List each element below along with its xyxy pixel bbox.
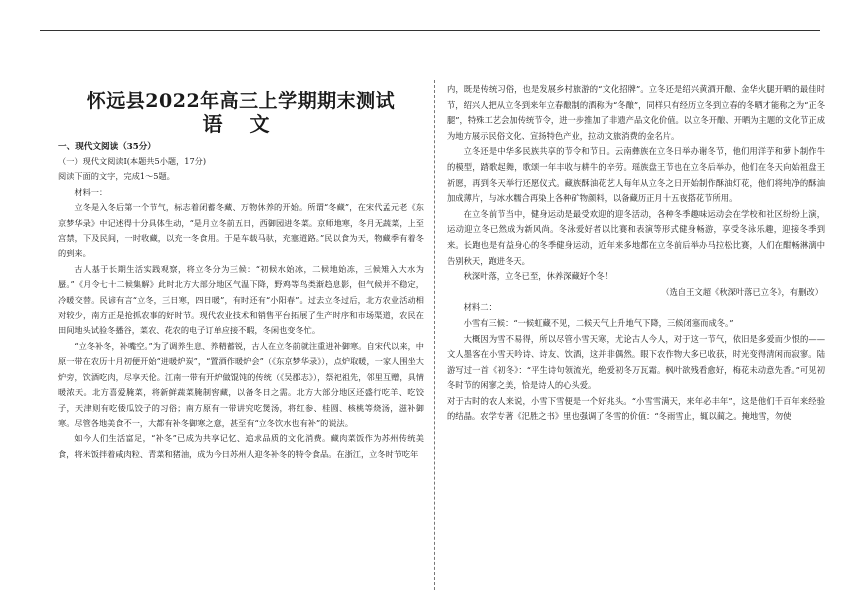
paragraph: 立冬是入冬后第一个节气，标志着闭蓄冬藏、万物休养的开始。所谓“冬藏”，在宋代孟元老《东京梦华录》中记述得十分具体生动，“是月立冬前五日，西御园进冬菜。京师地寒，冬月无蔬菜，上至宫禁，下及民间，一时收藏，以充一冬食用。于是车载马驮，充塞道路。”民以食为天，物藏季有着冬的到来。 (58, 202, 424, 259)
left-column (58, 82, 424, 462)
paragraph: 立冬还是中华多民族共享的节令和节日。云南彝族在立冬日举办谢冬节，他们用洋芋和萝卜制作牛的模型，踏歌起舞，歌颂一年丰收与耕牛的辛劳。瑶族盘王节也在立冬后举办，他们在冬天向始祖盘王祈愿，再到冬天举行还愿仪式。藏族酥油花艺人每年从立冬之日开始制作酥油灯花，他们将纯净的酥油加成薄片，与冰水糯合再染上各种矿物颜料，以备藏历正月十五夜搭花节所用。 (447, 146, 825, 204)
material-label: 材料二： (463, 302, 497, 313)
material-label: 材料一： (74, 186, 108, 197)
citation: （选自王文超《秋深叶落已立冬》，有删改） (661, 286, 823, 297)
paragraph: 大概因为雪不易得，所以尽管小雪天寒，尤论古人今人，对于这一节气，依旧是多爱而少恨的——文人墨客在小雪天吟诗、诗友、饮酒，这并非偶然。眼下农作物大多已收获，时光变得清闲而寂寥。陆游写过一首《初冬》：“平生诗句领流光，绝爱初冬万瓦霜。枫叶欲残看愈好，梅花未动意先香。”可见初冬时节的闲寥之美，恰是诗人的心头爱。 (447, 333, 825, 391)
paragraph: 内，既是传统习俗，也是发展乡村旅游的“文化招牌”。立冬还是绍兴黄酒开酿、金华火腿开晒的最佳时节，绍兴人把从立冬到来年立春酿制的酒称为“冬酿”，同样只有经历立冬到立春的冬晒才能称之为“正冬腿”，特殊工艺会加传统节令，进一步推加了非遗产品文化价值。以立冬开酿、开晒为主题的文化节正成为地方展示民俗文化、宣扬特色产业，拉动文旅消费的金名片。 (447, 84, 825, 141)
header-rule (40, 30, 820, 31)
right-column (447, 82, 825, 425)
paragraph: 对于古时的农人来说，小雪下雪便是一个好兆头。“小雪雪满天，来年必丰年”，这是他们千百年来经验的结晶。农学专著《汜胜之书》里也强调了冬雪的价值：“冬雨雪止，辄以蔺之。掩地雪，勿使 (447, 395, 825, 422)
paragraph: 在立冬前节当中，健身运动是最受欢迎的迎冬活动，各种冬季趣味运动会在学校和社区纷纷上演，运动迎立冬已然成为新风尚。冬泳爱好者以比赛和表演等形式健身畅游，享受冬泳乐趣，迎接冬季到来。长跑也是有益身心的冬季健身运动，近年来多地都在立冬前后举办马拉松比赛，人们在酣畅淋漓中告别秋天，跑进冬天。 (447, 208, 825, 266)
column-divider (434, 80, 435, 590)
paragraph: 古人基于长期生活实践观察，将立冬分为三候：“初候水始冰，二候地始冻，三候雉入大水为蜃。”《月令七十二候集解》此时北方大部分地区气温下降，野鸡等鸟类渐趋息影，但气候并不稳定，冷暖交替。民谚有言“立冬，三日寒，四日暖”，有时还有“小阳春”。过去立冬过后，北方农业活动相对较少，南方正是抢抓农事的好时节。现代农业技术和销售平台拓展了生产时序和市场渠道，农民在田间地头试验冬播谷，菜农、花农的电子订单应接不暇，冬闲也变冬忙。 (58, 263, 424, 336)
paragraph: “立冬补冬，补嘴空。”为了调养生息、养精蓄锐，古人在立冬前就注重进补御寒。自宋代以来，中原一带在农历十月初便开始“进暖炉炭”，“置酒作暖炉会”（《东京梦华录》），点炉取暖，一家人围坐大炉旁，饮酒吃肉，尽享天伦。江南一带有开炉做馄饨的传统（《吴郡志》），祭祀祖先，邻里互赠，具情暖浓天。北方喜爱腌菜，将新鲜蔬菜腌制窖藏，以备冬日之需。北方大部分地区还盛行吃羊、吃饺子，天津则有吃倭瓜饺子的习俗；南方原有一带讲究吃煲汤，将红参、桂圆、核桃等烧汤，滋补御寒。尽管各地美食不一，大都有补冬御寒之意，甚至有“立冬饮水也有补”的说法。 (58, 340, 424, 428)
paragraph: 如今人们生活富足，“补冬”已成为共享记忆、追求品质的文化消费。藏肉菜饭作为苏州传统美食，将米饭拌着咸肉粒、青菜和猪油，成为今日苏州人迎冬补冬的特令食品。在浙江，立冬时节吃年 (58, 433, 424, 459)
instruction-text: 阅读下面的文字，完成1～5题。 (58, 171, 175, 182)
section-heading: 一、现代文阅读（35分） (58, 142, 156, 152)
exam-title: 怀远县2022年高三上学期期末测试 (86, 90, 396, 112)
paragraph: 小雪有三候：“一候虹藏不见，二候天气上升地气下降，三候闭塞而成冬。” (463, 317, 734, 328)
paragraph: 秋深叶落，立冬已至，休养深藏好个冬！ (463, 271, 613, 282)
subsection-heading: （一）现代文阅读Ⅰ(本题共5小题，17分) (58, 156, 207, 166)
subject-title: 语 文 (202, 112, 280, 136)
